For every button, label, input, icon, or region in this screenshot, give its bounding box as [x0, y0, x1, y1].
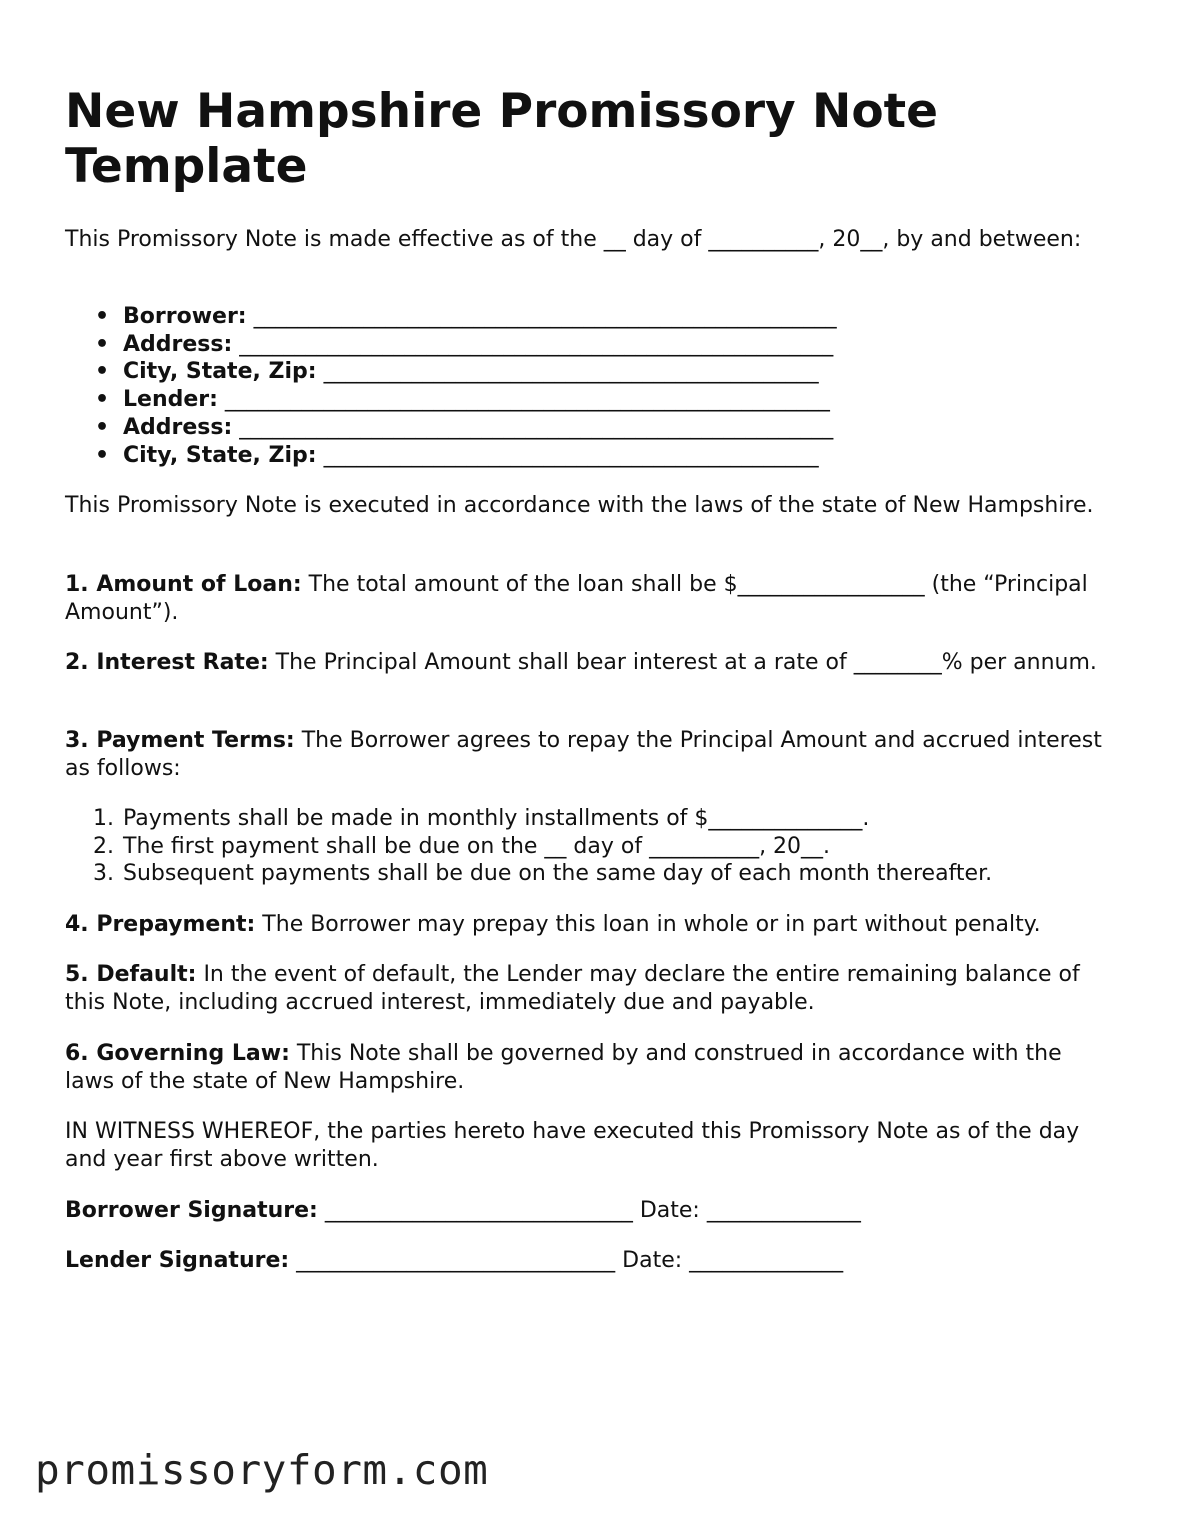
party-lender-address: • Address: ______________________________________________________ — [65, 414, 837, 442]
party-lender-city: • City, State, Zip: _____________________________________________ — [65, 442, 837, 470]
page-title: New Hampshire Promissory Note Template — [65, 84, 939, 194]
section-interest: 2. Interest Rate: The Principal Amount shall bear interest at a rate of ________% per annum. — [65, 650, 1097, 675]
section-payment: 3. Payment Terms: The Borrower agrees to repay the Principal Amount and accrued interest as follows: — [65, 728, 1102, 781]
section-default: 5. Default: In the event of default, the Lender may declare the entire remaining balance of this Note, including accrued interest, immediately due and payable. — [65, 962, 1080, 1015]
witness-paragraph: IN WITNESS WHEREOF, the parties hereto have executed this Promissory Note as of the day and year first above written. — [65, 1119, 1080, 1172]
site-watermark: promissoryform.com — [35, 1446, 489, 1494]
party-borrower-city: • City, State, Zip: _____________________________________________ — [65, 358, 837, 386]
section-amount: 1. Amount of Loan: The total amount of the loan shall be $_________________ (the “Principal Amount”). — [65, 572, 1088, 625]
borrower-signature-line: Borrower Signature: ____________________________ Date: ______________ — [65, 1198, 861, 1223]
section-governing-law: 6. Governing Law: This Note shall be governed by and construed in accordance with the laws of the state of New Hampshire. — [65, 1041, 1062, 1094]
party-borrower-address: • Address: ______________________________________________________ — [65, 331, 837, 359]
payment-item: 1. Payments shall be made in monthly installments of $______________. — [93, 806, 870, 831]
payment-item: 2. The first payment shall be due on the __ day of __________, 20__. — [93, 833, 831, 859]
party-borrower: • Borrower: _____________________________________________________ — [65, 303, 837, 331]
lender-signature-line: Lender Signature: _____________________________ Date: ______________ — [65, 1248, 844, 1273]
payment-item: 3. Subsequent payments shall be due on the same day of each month thereafter. — [93, 861, 993, 887]
parties-list — [65, 303, 837, 469]
intro-paragraph: This Promissory Note is made effective as of the __ day of __________, 20__, by and between: — [65, 227, 1082, 252]
executed-paragraph: This Promissory Note is executed in accordance with the laws of the state of New Hampshire. — [65, 493, 1094, 518]
section-prepayment: 4. Prepayment: The Borrower may prepay this loan in whole or in part without penalty. — [65, 912, 1041, 937]
payment-items-list — [65, 805, 992, 888]
party-lender: • Lender: _______________________________________________________ — [65, 386, 837, 414]
